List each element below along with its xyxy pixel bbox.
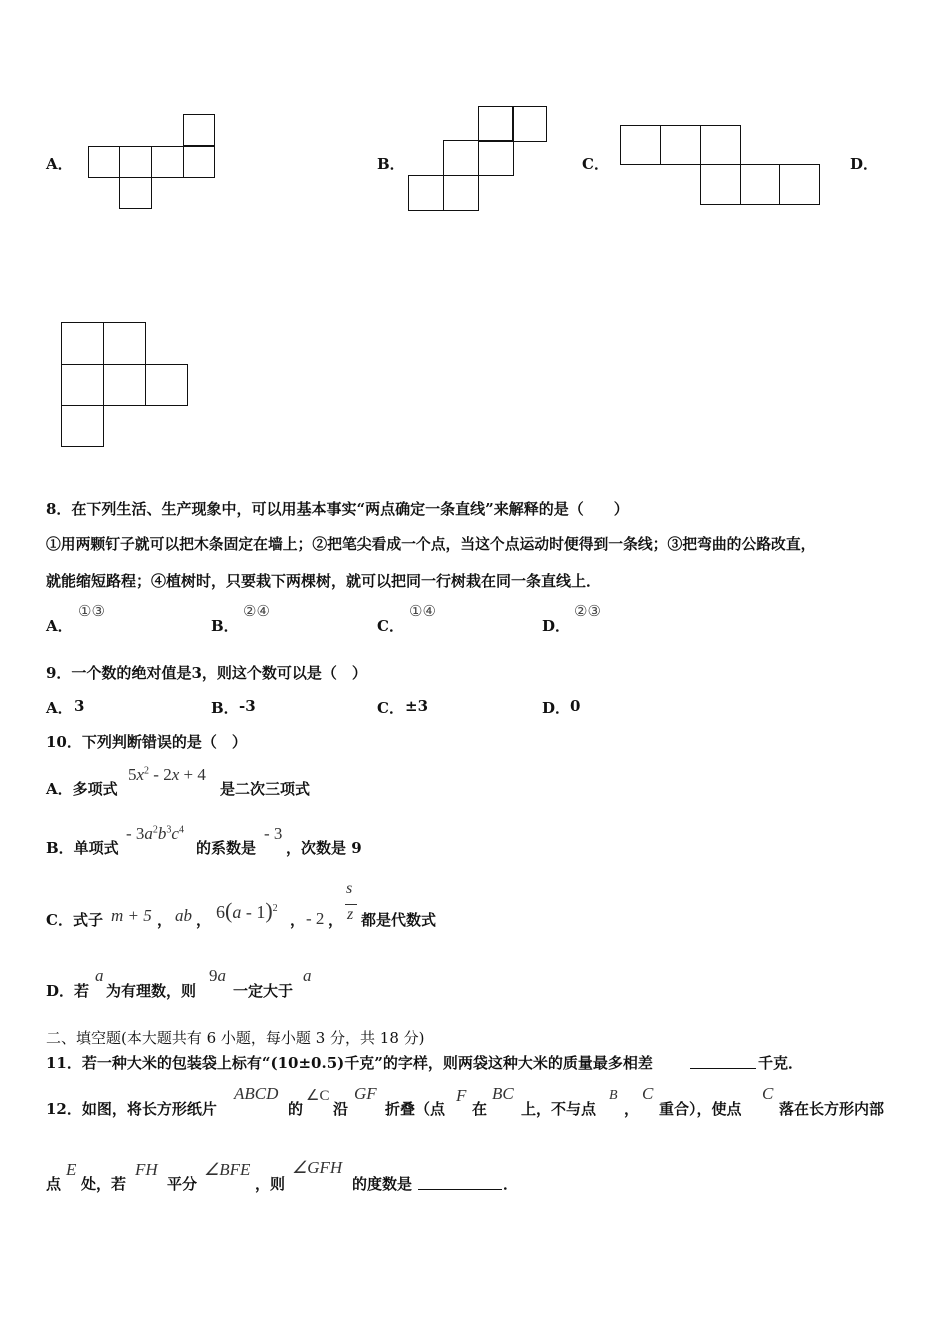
q12-part-2: 的 <box>288 1100 304 1118</box>
q10-option-c-prefix: C．式子 <box>46 911 103 929</box>
q12-part-7: ， <box>624 1100 640 1118</box>
q11-text-after: 千克． <box>758 1054 804 1072</box>
q10-d-9a: 9a <box>209 966 226 985</box>
q10-option-b-prefix: B．单项式 <box>46 839 119 857</box>
q10-d-a1: a <box>95 966 104 985</box>
q12-part-12: 平分 <box>167 1175 198 1193</box>
q10-option-c-suffix: 都是代数式 <box>361 911 437 929</box>
q10-c-expr-2: ab <box>175 906 192 925</box>
q10-option-d-prefix: D．若 <box>46 982 90 1000</box>
q9-option-d-label: D． <box>542 699 571 717</box>
q12-part-10: 点 <box>46 1175 62 1193</box>
q9-stem: 9．一个数的绝对值是3，则这个数可以是（ ） <box>46 664 367 682</box>
option-c-label: C． <box>582 155 609 173</box>
q12-fh: FH <box>135 1160 158 1179</box>
q12-abcd: ABCD <box>234 1084 279 1103</box>
q10-option-b-suffix: ，次数是 9 <box>286 839 362 857</box>
q12-angle-c: ∠C <box>306 1088 330 1104</box>
q10-c-expr-4: - 2 <box>306 909 325 928</box>
q9-option-d-value: 0 <box>570 697 581 715</box>
q9-option-c-label: C． <box>377 699 404 717</box>
q8-line2: 就能缩短路程；④植树时，只要栽下两棵树，就可以把同一行树栽在同一条直线上． <box>46 572 602 590</box>
q12-f: F <box>456 1086 467 1105</box>
q10-b-coefficient: - 3 <box>264 824 283 843</box>
q10-c-fraction-den: z <box>347 906 354 923</box>
q12-c2: C <box>762 1084 774 1103</box>
q9-option-c-value: ±3 <box>405 697 429 715</box>
comma: ， <box>157 911 173 929</box>
q8-option-d-label: D． <box>542 617 571 635</box>
q9-option-b-value: -3 <box>239 697 256 715</box>
q8-option-b-label: B． <box>211 617 239 635</box>
q12-bfe: ∠BFE <box>204 1160 251 1179</box>
q10-c-expr-3: 6(a - 1)$^2$ <box>216 898 278 923</box>
q10-c-expr-1: m + 5 <box>111 906 152 925</box>
q9-option-b-label: B． <box>211 699 239 717</box>
q12-part-14: 的度数是 <box>352 1175 413 1193</box>
q8-option-a-label: A． <box>46 617 73 635</box>
q10-b-monomial: - $3a^2b^3c^4$ <box>126 824 184 843</box>
q8-option-b-value: ②④ <box>243 602 270 620</box>
section-2-title: 二、填空题(本大题共有 6 小题，每小题 3 分，共 18 分) <box>46 1029 425 1047</box>
q8-stem: 8．在下列生活、生产现象中，可以用基本事实“两点确定一条直线”来解释的是（ ） <box>46 500 629 518</box>
q10-c-fraction-bar <box>345 904 357 905</box>
q10-option-d-mid2: 一定大于 <box>233 982 294 1000</box>
q12-answer-blank[interactable] <box>418 1189 502 1190</box>
q12-e: E <box>66 1160 77 1179</box>
q12-gf: GF <box>354 1084 377 1103</box>
q12-part-15: ． <box>503 1175 519 1193</box>
q11-answer-blank[interactable] <box>690 1068 756 1069</box>
q8-option-c-value: ①④ <box>409 602 436 620</box>
comma: ， <box>290 911 306 929</box>
q12-c1: C <box>642 1084 654 1103</box>
q10-option-a-suffix: 是二次三项式 <box>220 780 311 798</box>
q10-option-d-mid: 为有理数，则 <box>106 982 197 1000</box>
q12-part-8: 重合），使点 <box>659 1100 742 1118</box>
option-b-label: B． <box>377 155 405 173</box>
q10-stem: 10．下列判断错误的是（ ） <box>46 733 247 751</box>
q8-option-c-label: C． <box>377 617 404 635</box>
q12-part-4: 折叠（点 <box>385 1100 446 1118</box>
comma: ， <box>328 911 344 929</box>
q10-d-a2: a <box>303 966 312 985</box>
q12-gfh: ∠GFH <box>292 1158 343 1177</box>
comma: ， <box>196 911 212 929</box>
q10-c-fraction-num: s <box>346 880 353 897</box>
q9-option-a-label: A． <box>46 699 73 717</box>
q9-option-a-value: 3 <box>74 697 85 715</box>
q12-part-1: 12．如图，将长方形纸片 <box>46 1100 217 1118</box>
q10-option-b-mid: 的系数是 <box>196 839 257 857</box>
option-a-label: A． <box>46 155 73 173</box>
q12-part-3: 沿 <box>333 1100 349 1118</box>
option-d-label: D． <box>850 155 879 173</box>
q12-part-13: ，则 <box>255 1175 286 1193</box>
q12-part-9: 落在长方形内部 <box>779 1100 885 1118</box>
q8-option-d-value: ②③ <box>574 602 601 620</box>
q8-line1: ①用两颗钉子就可以把木条固定在墙上；②把笔尖看成一个点，当这个点运动时便得到一条线；③把弯曲的公路改直， <box>46 536 816 553</box>
q11-text-before: 11．若一种大米的包装袋上标有“(10±0.5)千克”的字样，则两袋这种大米的质量最多相差 <box>46 1054 653 1072</box>
q10-a-polynomial: $5x^2 - 2x + 4$ <box>128 765 206 784</box>
q12-b: B <box>609 1088 618 1103</box>
q12-part-5: 在 <box>472 1100 488 1118</box>
q12-part-6: 上，不与点 <box>521 1100 597 1118</box>
q8-option-a-value: ①③ <box>78 602 105 620</box>
q12-bc: BC <box>492 1084 514 1103</box>
q10-option-a-prefix: A．多项式 <box>46 780 118 798</box>
q12-part-11: 处，若 <box>81 1175 127 1193</box>
